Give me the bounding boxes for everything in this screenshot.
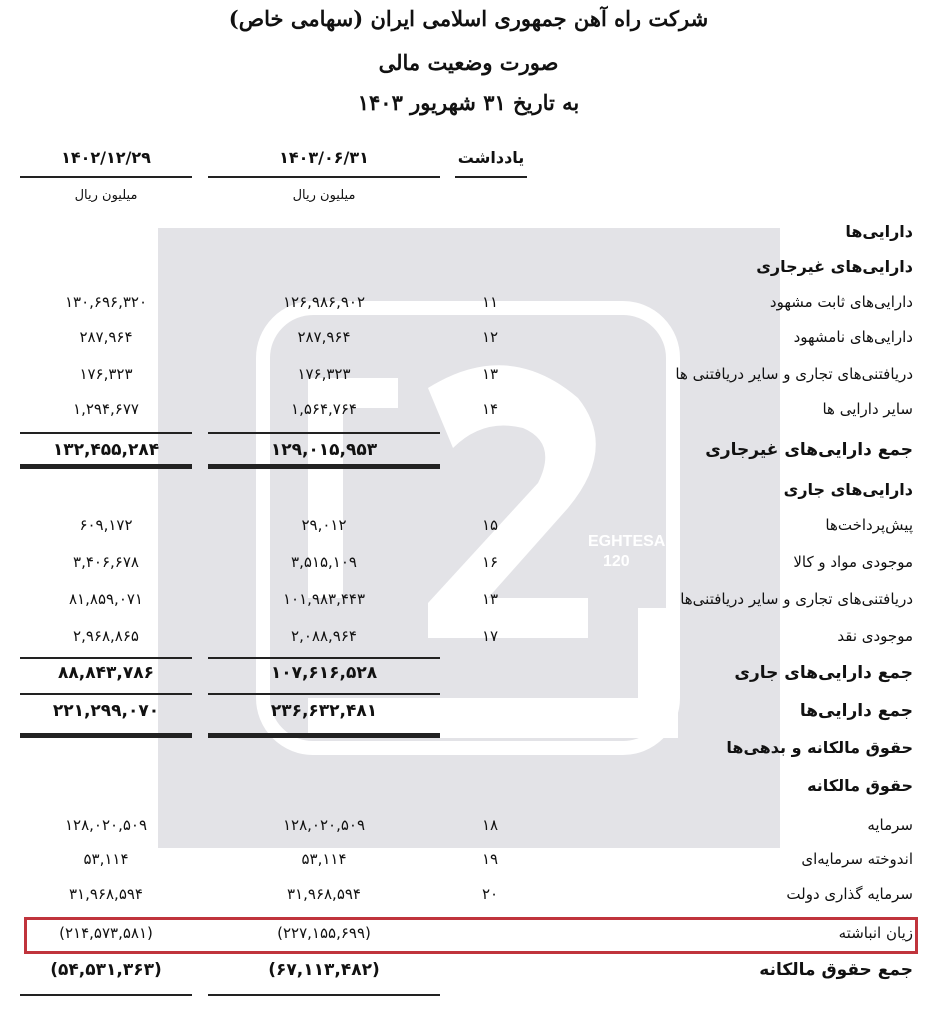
statement-date: به تاریخ ۳۱ شهریور ۱۴۰۳ xyxy=(357,90,580,115)
previous-unit: میلیون ریال xyxy=(74,188,138,203)
current-value: ۱۷۶,۳۲۳ xyxy=(297,365,351,383)
row-label: زیان انباشته xyxy=(838,924,913,942)
header-rule xyxy=(208,176,440,178)
table-row xyxy=(0,659,937,689)
note-number: ۱۳ xyxy=(481,590,499,608)
row-label: سایر دارایی ها xyxy=(822,400,913,418)
row-label: دارایی‌های غیرجاری xyxy=(756,257,913,276)
table-row xyxy=(0,956,937,986)
total-rule xyxy=(20,733,192,738)
total-rule xyxy=(208,733,440,738)
row-label: دارایی‌های ثابت مشهود xyxy=(769,293,913,311)
note-header: یادداشت xyxy=(457,148,525,167)
table-row xyxy=(0,734,937,764)
current-value: (۶۷,۱۱۳,۴۸۲) xyxy=(268,960,380,980)
previous-value: ۳۱,۹۶۸,۵۹۴ xyxy=(69,885,143,903)
statement-title: صورت وضعیت مالی xyxy=(378,50,559,75)
table-row xyxy=(0,218,937,248)
row-label: حقوق مالکانه و بدهی‌ها xyxy=(726,738,913,757)
total-rule xyxy=(208,994,440,996)
total-rule xyxy=(20,657,192,659)
current-value: ۳,۵۱۵,۱۰۹ xyxy=(291,553,357,571)
table-row xyxy=(0,289,937,319)
note-number: ۱۷ xyxy=(481,627,499,645)
table-row xyxy=(0,361,937,391)
current-value: ۱۲۹,۰۱۵,۹۵۳ xyxy=(270,440,378,460)
previous-value: ۱۳۰,۶۹۶,۳۲۰ xyxy=(64,293,148,311)
header-rule xyxy=(20,176,192,178)
previous-value: ۸۸,۸۴۳,۷۸۶ xyxy=(58,663,154,683)
svg-text:EGHTESAD: EGHTESAD xyxy=(588,533,677,550)
table-row xyxy=(0,881,937,911)
table-row xyxy=(0,623,937,653)
total-rule xyxy=(20,464,192,469)
note-number: ۱۴ xyxy=(481,400,499,418)
current-value: ۵۳,۱۱۴ xyxy=(301,850,347,868)
table-row xyxy=(0,436,937,466)
previous-value: ۵۳,۱۱۴ xyxy=(83,850,129,868)
row-label: جمع دارایی‌های جاری xyxy=(734,663,913,683)
previous-value: (۵۴,۵۳۱,۳۶۳) xyxy=(50,960,162,980)
row-label: دارایی‌های نامشهود xyxy=(793,328,913,346)
previous-value: ۱,۲۹۴,۶۷۷ xyxy=(73,400,139,418)
note-number: ۱۱ xyxy=(481,293,499,311)
table-row xyxy=(0,697,937,727)
row-label: پیش‌پرداخت‌ها xyxy=(825,516,913,534)
previous-value: (۲۱۴,۵۷۳,۵۸۱) xyxy=(59,924,153,942)
note-number: ۱۶ xyxy=(481,553,499,571)
row-label: موجودی مواد و کالا xyxy=(793,553,913,571)
total-rule xyxy=(208,464,440,469)
total-rule xyxy=(208,693,440,695)
current-value: ۱۲۸,۰۲۰,۵۰۹ xyxy=(282,816,366,834)
note-number: ۱۹ xyxy=(481,850,499,868)
previous-value: ۳,۴۰۶,۶۷۸ xyxy=(73,553,139,571)
previous-value: ۱۷۶,۳۲۳ xyxy=(79,365,133,383)
previous-period-header: ۱۴۰۲/۱۲/۲۹ xyxy=(61,148,151,167)
previous-value: ۸۱,۸۵۹,۰۷۱ xyxy=(69,590,143,608)
note-number: ۱۲ xyxy=(481,328,499,346)
total-rule xyxy=(208,432,440,434)
row-label: حقوق مالکانه xyxy=(807,776,913,795)
row-label: سرمایه xyxy=(867,816,913,834)
row-label: دریافتنی‌های تجاری و سایر دریافتنی ها xyxy=(675,365,913,383)
total-rule xyxy=(20,994,192,996)
table-row xyxy=(0,846,937,876)
table-row xyxy=(0,549,937,579)
note-number: ۲۰ xyxy=(481,885,499,903)
previous-value: ۲۸۷,۹۶۴ xyxy=(79,328,133,346)
previous-value: ۲,۹۶۸,۸۶۵ xyxy=(73,627,139,645)
table-row xyxy=(0,812,937,842)
previous-value: ۱۳۲,۴۵۵,۲۸۴ xyxy=(52,440,160,460)
row-label: دارایی‌های جاری xyxy=(783,480,913,499)
current-value: ۱,۵۶۴,۷۶۴ xyxy=(291,400,357,418)
row-label: جمع حقوق مالکانه xyxy=(759,960,913,980)
table-row xyxy=(0,772,937,802)
note-number: ۱۵ xyxy=(481,516,499,534)
note-number: ۱۸ xyxy=(481,816,499,834)
svg-text:120: 120 xyxy=(603,553,630,570)
row-label: جمع دارایی‌های غیرجاری xyxy=(705,440,913,460)
row-label: موجودی نقد xyxy=(837,627,913,645)
row-label: دارایی‌ها xyxy=(845,222,913,241)
row-label: سرمایه گذاری دولت xyxy=(786,885,913,903)
current-value: ۲۹,۰۱۲ xyxy=(301,516,347,534)
row-label: جمع دارایی‌ها xyxy=(799,701,913,721)
company-name: شرکت راه آهن جمهوری اسلامی ایران (سهامی خاص) xyxy=(228,6,709,31)
previous-value: ۱۲۸,۰۲۰,۵۰۹ xyxy=(64,816,148,834)
current-value: ۳۱,۹۶۸,۵۹۴ xyxy=(287,885,361,903)
total-rule xyxy=(20,432,192,434)
table-row xyxy=(0,253,937,283)
table-row xyxy=(0,476,937,506)
previous-value: ۲۲۱,۲۹۹,۰۷۰ xyxy=(52,701,160,721)
row-label: اندوخته سرمایه‌ای xyxy=(801,850,913,868)
total-rule xyxy=(208,657,440,659)
row-label: دریافتنی‌های تجاری و سایر دریافتنی‌ها xyxy=(680,590,913,608)
current-value: (۲۲۷,۱۵۵,۶۹۹) xyxy=(277,924,371,942)
table-row xyxy=(0,586,937,616)
current-value: ۱۲۶,۹۸۶,۹۰۲ xyxy=(282,293,366,311)
highlight-box-accumulated-loss xyxy=(24,917,918,954)
header-rule xyxy=(455,176,527,178)
table-row xyxy=(0,324,937,354)
current-value: ۱۰۷,۶۱۶,۵۲۸ xyxy=(270,663,378,683)
current-value: ۱۰۱,۹۸۳,۴۴۳ xyxy=(282,590,366,608)
total-rule xyxy=(20,693,192,695)
current-value: ۲۸۷,۹۶۴ xyxy=(297,328,351,346)
current-value: ۲۳۶,۶۳۲,۴۸۱ xyxy=(270,701,378,721)
table-row xyxy=(0,396,937,426)
previous-value: ۶۰۹,۱۷۲ xyxy=(79,516,133,534)
note-number: ۱۳ xyxy=(481,365,499,383)
current-period-header: ۱۴۰۳/۰۶/۳۱ xyxy=(279,148,369,167)
current-unit: میلیون ریال xyxy=(292,188,356,203)
current-value: ۲,۰۸۸,۹۶۴ xyxy=(291,627,357,645)
table-row xyxy=(0,512,937,542)
